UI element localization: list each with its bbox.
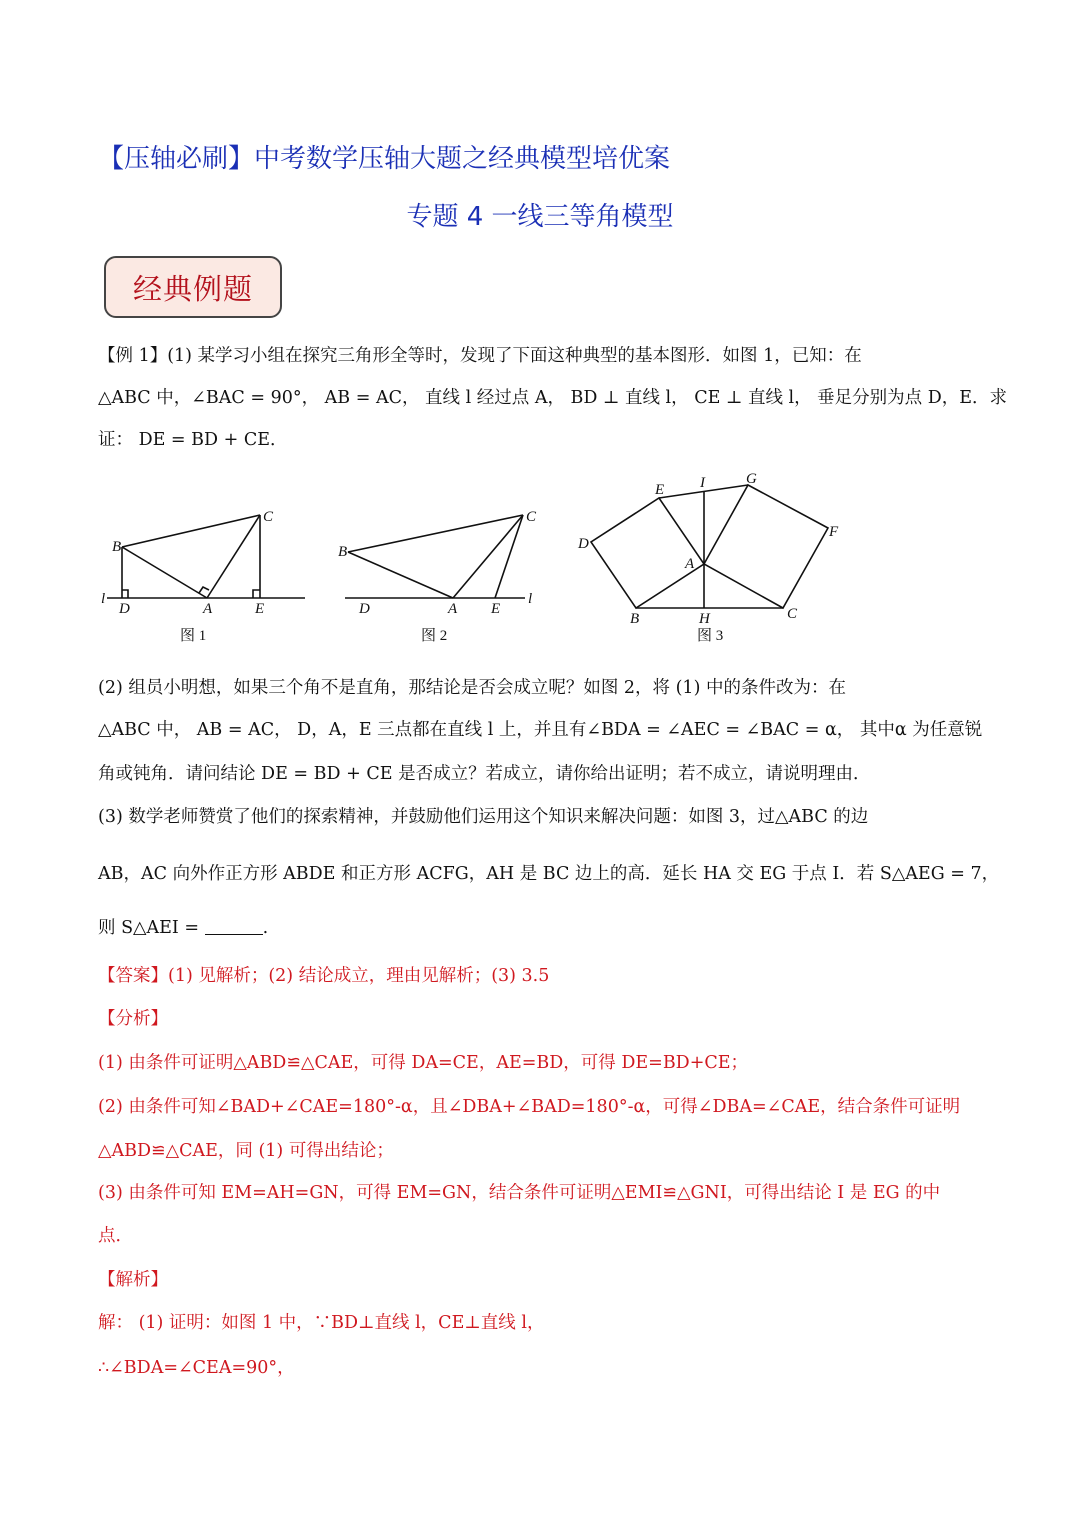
figure-2 xyxy=(345,515,525,598)
example-part2-line-1: (2) 组员小明想，如果三个角不是直角，那结论是否会成立呢？如图 2，将 (1) 中的条件改为：在 xyxy=(98,678,846,698)
fig1-label-d: D xyxy=(119,601,130,617)
example-part3-line-2: AB，AC 向外作正方形 ABDE 和正方形 ACFG，AH 是 BC 边上的高．延长 HA 交 EG 于点 I．若 S△AEG = 7， xyxy=(98,864,1000,884)
solution-line-1: 解： (1) 证明：如图 1 中，∵BD⊥直线 l，CE⊥直线 l， xyxy=(98,1313,545,1333)
section-badge-label: 经典例题 xyxy=(132,271,253,306)
figure-1 xyxy=(107,515,305,598)
fig2-label-l: l xyxy=(528,591,533,607)
example-line-2: △ABC 中，∠BAC = 90°， AB = AC， 直线 l 经过点 A， BD ⊥ 直线 l， CE ⊥ 直线 l， 垂足分别为点 D，E．求 xyxy=(98,388,1008,408)
analysis-line-4: (3) 由条件可知 EM=AH=GN，可得 EM=GN，结合条件可证明△EMI≌△GNI，可得出结论 I 是 EG 的中 xyxy=(98,1183,941,1203)
analysis-line-5: 点． xyxy=(98,1226,133,1246)
fig2-label-d: D xyxy=(359,601,370,617)
fig1-label-b: B xyxy=(112,539,122,555)
fig1-caption: 图 1 xyxy=(180,628,207,644)
example-part2-line-3: 角或钝角．请问结论 DE = BD + CE 是否成立？若成立，请你给出证明；若不成立，请说明理由． xyxy=(98,764,871,784)
example-line-3: 证： DE = BD + CE． xyxy=(98,430,288,450)
example-part3-text: 则 S△AEI = xyxy=(98,918,205,938)
section-badge xyxy=(104,256,282,318)
fig3-label-f: F xyxy=(829,524,839,540)
fig2-caption: 图 2 xyxy=(421,628,448,644)
analysis-line-3: △ABD≌△CAE，同 (1) 可得出结论； xyxy=(98,1141,394,1161)
example-part2-line-2: △ABC 中， AB = AC， D，A，E 三点都在直线 l 上，并且有∠BDA = ∠AEC = ∠BAC = α， 其中α 为任意锐 xyxy=(98,720,983,740)
fig1-label-a: A xyxy=(203,601,213,617)
fig3-label-h: H xyxy=(699,611,710,627)
solution-line-2: ∴∠BDA=∠CEA=90°， xyxy=(98,1358,295,1378)
answer-line: 【答案】(1) 见解析；(2) 结论成立，理由见解析；(3) 3.5 xyxy=(98,966,550,986)
fig1-label-c: C xyxy=(263,509,274,525)
example-part3-line-3: 则 S△AEI = . xyxy=(98,918,269,938)
fig3-label-e: E xyxy=(655,482,665,498)
fig2-label-a: A xyxy=(448,601,458,617)
solution-heading: 【解析】 xyxy=(98,1270,168,1290)
answer-blank xyxy=(205,920,263,935)
example-line-1: 【例 1】(1) 某学习小组在探究三角形全等时，发现了下面这种典型的基本图形．如图 1，已知：在 xyxy=(98,346,862,366)
fig3-caption: 图 3 xyxy=(697,628,724,644)
fig2-label-c: C xyxy=(526,509,537,525)
fig3-label-g: G xyxy=(746,471,757,487)
fig2-label-b: B xyxy=(338,544,348,560)
analysis-line-2: (2) 由条件可知∠BAD+∠CAE=180°-α，且∠DBA+∠BAD=180°-α，可得∠DBA=∠CAE，结合条件可证明 xyxy=(98,1097,961,1117)
fig3-label-a: A xyxy=(685,556,695,572)
figures-panel xyxy=(95,470,985,650)
analysis-line-1: (1) 由条件可证明△ABD≌△CAE，可得 DA=CE，AE=BD，可得 DE=BD+CE； xyxy=(98,1053,749,1073)
figure-3 xyxy=(591,485,828,608)
fig3-label-i: I xyxy=(700,475,705,491)
fig3-label-d: D xyxy=(578,536,589,552)
analysis-heading: 【分析】 xyxy=(98,1009,168,1029)
page-title: 【压轴必刷】中考数学压轴大题之经典模型培优案 xyxy=(98,144,671,174)
fig2-label-e: E xyxy=(491,601,501,617)
fig1-label-e: E xyxy=(255,601,265,617)
page-subtitle: 专题 4 一线三等角模型 xyxy=(406,202,674,232)
example-part3-line-1: (3) 数学老师赞赏了他们的探索精神，并鼓励他们运用这个知识来解决问题：如图 3，过△ABC 的边 xyxy=(98,807,869,827)
fig3-label-c: C xyxy=(787,606,798,622)
fig1-label-l: l xyxy=(101,591,106,607)
fig3-label-b: B xyxy=(630,611,640,627)
